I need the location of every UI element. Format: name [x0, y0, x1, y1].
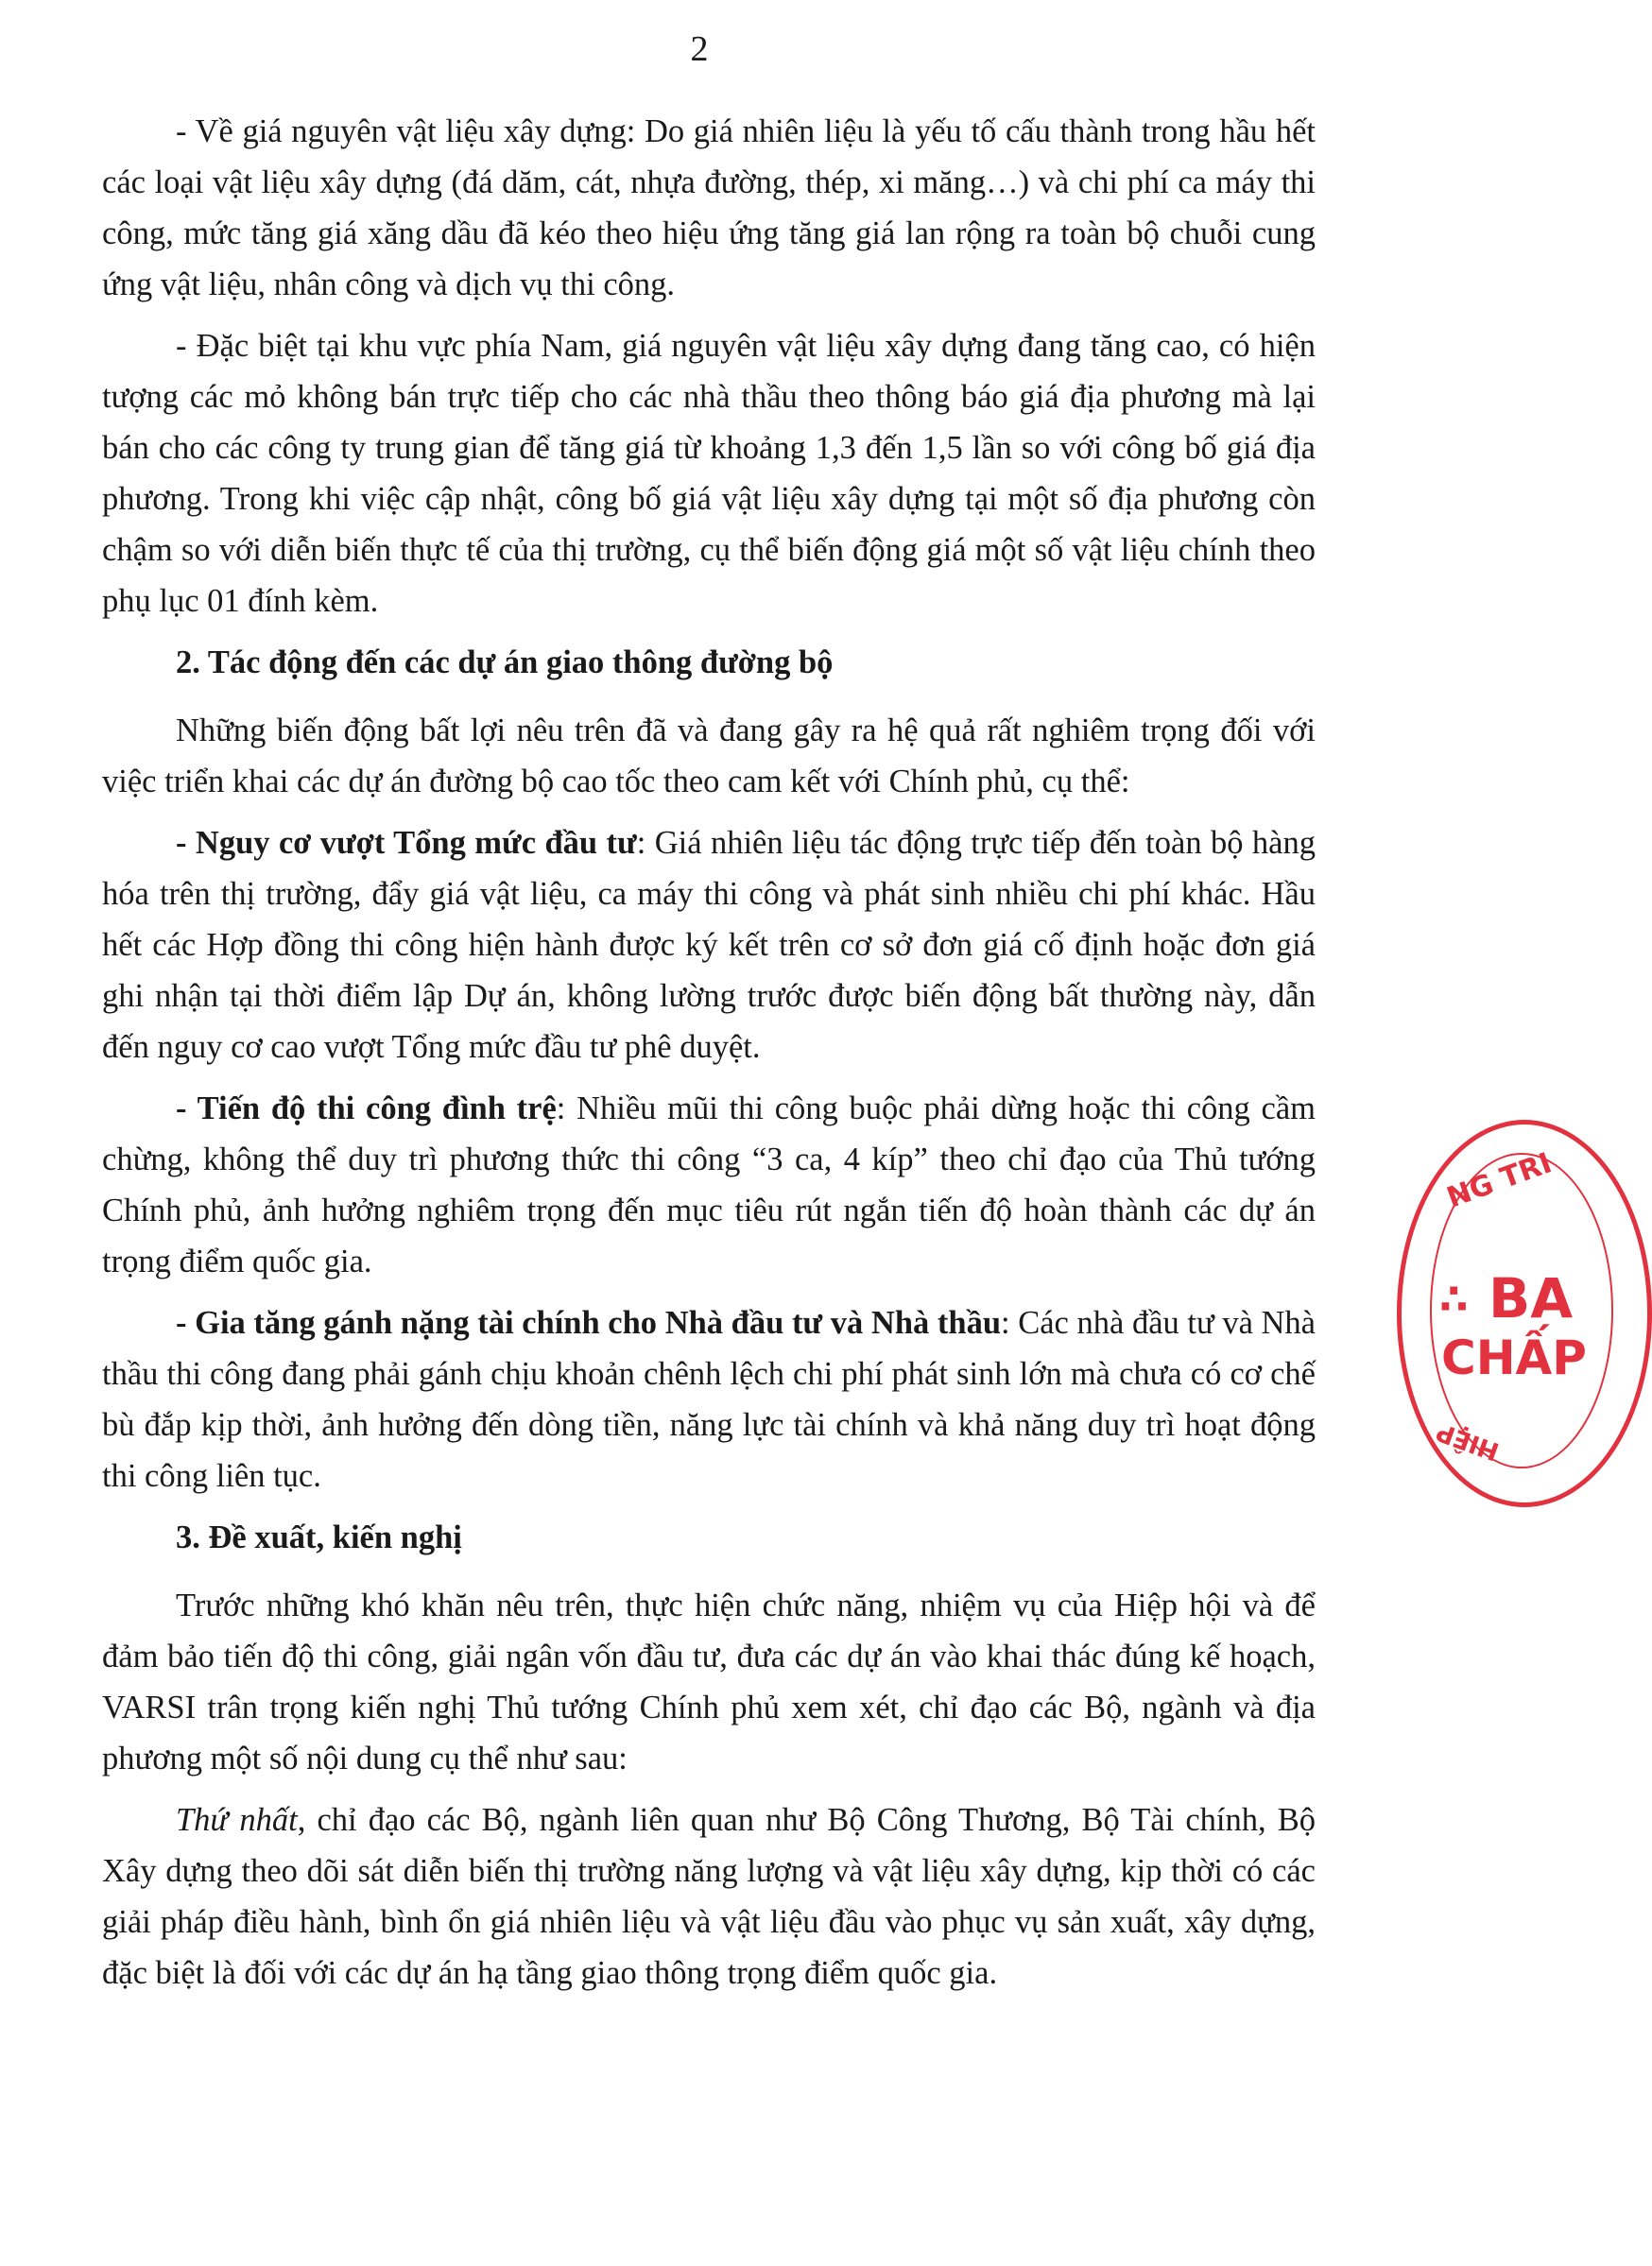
financial-burden-text: : Các nhà đầu tư và Nhà thầu thi công đang phải gánh chịu khoản chênh lệch chi phí phát sinh lớn mà chưa có cơ chế bù đắp kịp thời, ảnh hưởng đến dòng tiền, năng lực tài chính và khả năng duy trì hoạt động thi công liên tục. [102, 1305, 1316, 1494]
paragraph-impact-intro: Những biến động bất lợi nêu trên đã và đang gây ra hệ quả rất nghiêm trọng đối với việc triển khai các dự án đường bộ cao tốc theo cam kết với Chính phủ, cụ thể: [102, 712, 1316, 799]
seal-main-text: CHẤP [1441, 1330, 1587, 1385]
investment-overrun-text: : Giá nhiên liệu tác động trực tiếp đến toàn bộ hàng hóa trên thị trường, đẩy giá vật liệu, ca máy thi công và phát sinh nhiều chi phí khác. Hầu hết các Hợp đồng thi công hiện hành được ký kết trên cơ sở đơn giá cố định hoặc đơn giá ghi nhận tại thời điểm lập Dự án, không lường trước được biến động bất thường này, dẫn đến nguy cơ cao vượt Tổng mức đầu tư phê duyệt. [102, 825, 1316, 1065]
first-proposal-label: Thứ nhất [176, 1802, 298, 1838]
financial-burden-label: - Gia tăng gánh nặng tài chính cho Nhà đầu tư và Nhà thầu [176, 1305, 1002, 1341]
paragraph-first-proposal [102, 1794, 1316, 1999]
seal-star-dots: ∴ [1439, 1276, 1469, 1324]
document-body [102, 106, 1316, 2009]
construction-delay-text: : Nhiều mũi thi công buộc phải dừng hoặc thi công cầm chừng, không thể duy trì phương thức thi công “3 ca, 4 kíp” theo chỉ đạo của Thủ tướng Chính phủ, ảnh hưởng nghiêm trọng đến mục tiêu rút ngắn tiến độ hoàn thành các dự án trọng điểm quốc gia. [102, 1090, 1316, 1279]
paragraph-investment-overrun [102, 817, 1316, 1073]
section-heading-impact: 2. Tác động đến các dự án giao thông đường bộ [176, 644, 834, 680]
investment-overrun-label: - Nguy cơ vượt Tổng mức đầu tư [176, 825, 637, 861]
official-seal-stamp [1397, 1120, 1652, 1507]
seal-top-text: NG TRI [1442, 1146, 1557, 1215]
page-number: 2 [690, 29, 709, 69]
paragraph-construction-delay [102, 1083, 1316, 1287]
paragraph-financial-burden [102, 1297, 1316, 1502]
paragraph-proposals-intro: Trước những khó khăn nêu trên, thực hiện chức năng, nhiệm vụ của Hiệp hội và để đảm bảo tiến độ thi công, giải ngân vốn đầu tư, đưa các dự án vào khai thác đúng kế hoạch, VARSI trân trọng kiến nghị Thủ tướng Chính phủ xem xét, chỉ đạo các Bộ, ngành và địa phương một số nội dung cụ thể như sau: [102, 1588, 1316, 1777]
seal-bottom-text: HIỆP [1432, 1416, 1504, 1466]
section-heading-proposals: 3. Đề xuất, kiến nghị [176, 1519, 462, 1555]
seal-mid-text: BA [1489, 1266, 1574, 1330]
paragraph-construction-material-prices: - Về giá nguyên vật liệu xây dựng: Do giá nhiên liệu là yếu tố cấu thành trong hầu hết các loại vật liệu xây dựng (đá dăm, cát, nhựa đường, thép, xi măng…) và chi phí ca máy thi công, mức tăng giá xăng dầu đã kéo theo hiệu ứng tăng giá lan rộng ra toàn bộ chuỗi cung ứng vật liệu, nhân công và dịch vụ thi công. [102, 113, 1316, 302]
construction-delay-label: - Tiến độ thi công đình trệ [176, 1090, 557, 1126]
paragraph-southern-region-prices: - Đặc biệt tại khu vực phía Nam, giá nguyên vật liệu xây dựng đang tăng cao, có hiện tượng các mỏ không bán trực tiếp cho các nhà thầu theo thông báo giá địa phương mà lại bán cho các công ty trung gian để tăng giá từ khoảng 1,3 đến 1,5 lần so với công bố giá địa phương. Trong khi việc cập nhật, công bố giá vật liệu xây dựng tại một số địa phương còn chậm so với diễn biến thực tế của thị trường, cụ thể biến động giá một số vật liệu chính theo phụ lục 01 đính kèm. [102, 328, 1316, 619]
first-proposal-text: , chỉ đạo các Bộ, ngành liên quan như Bộ Công Thương, Bộ Tài chính, Bộ Xây dựng theo dõi sát diễn biến thị trường năng lượng và vật liệu xây dựng, kịp thời có các giải pháp điều hành, bình ổn giá nhiên liệu và vật liệu đầu vào phục vụ sản xuất, xây dựng, đặc biệt là đối với các dự án hạ tầng giao thông trọng điểm quốc gia. [102, 1802, 1316, 1991]
